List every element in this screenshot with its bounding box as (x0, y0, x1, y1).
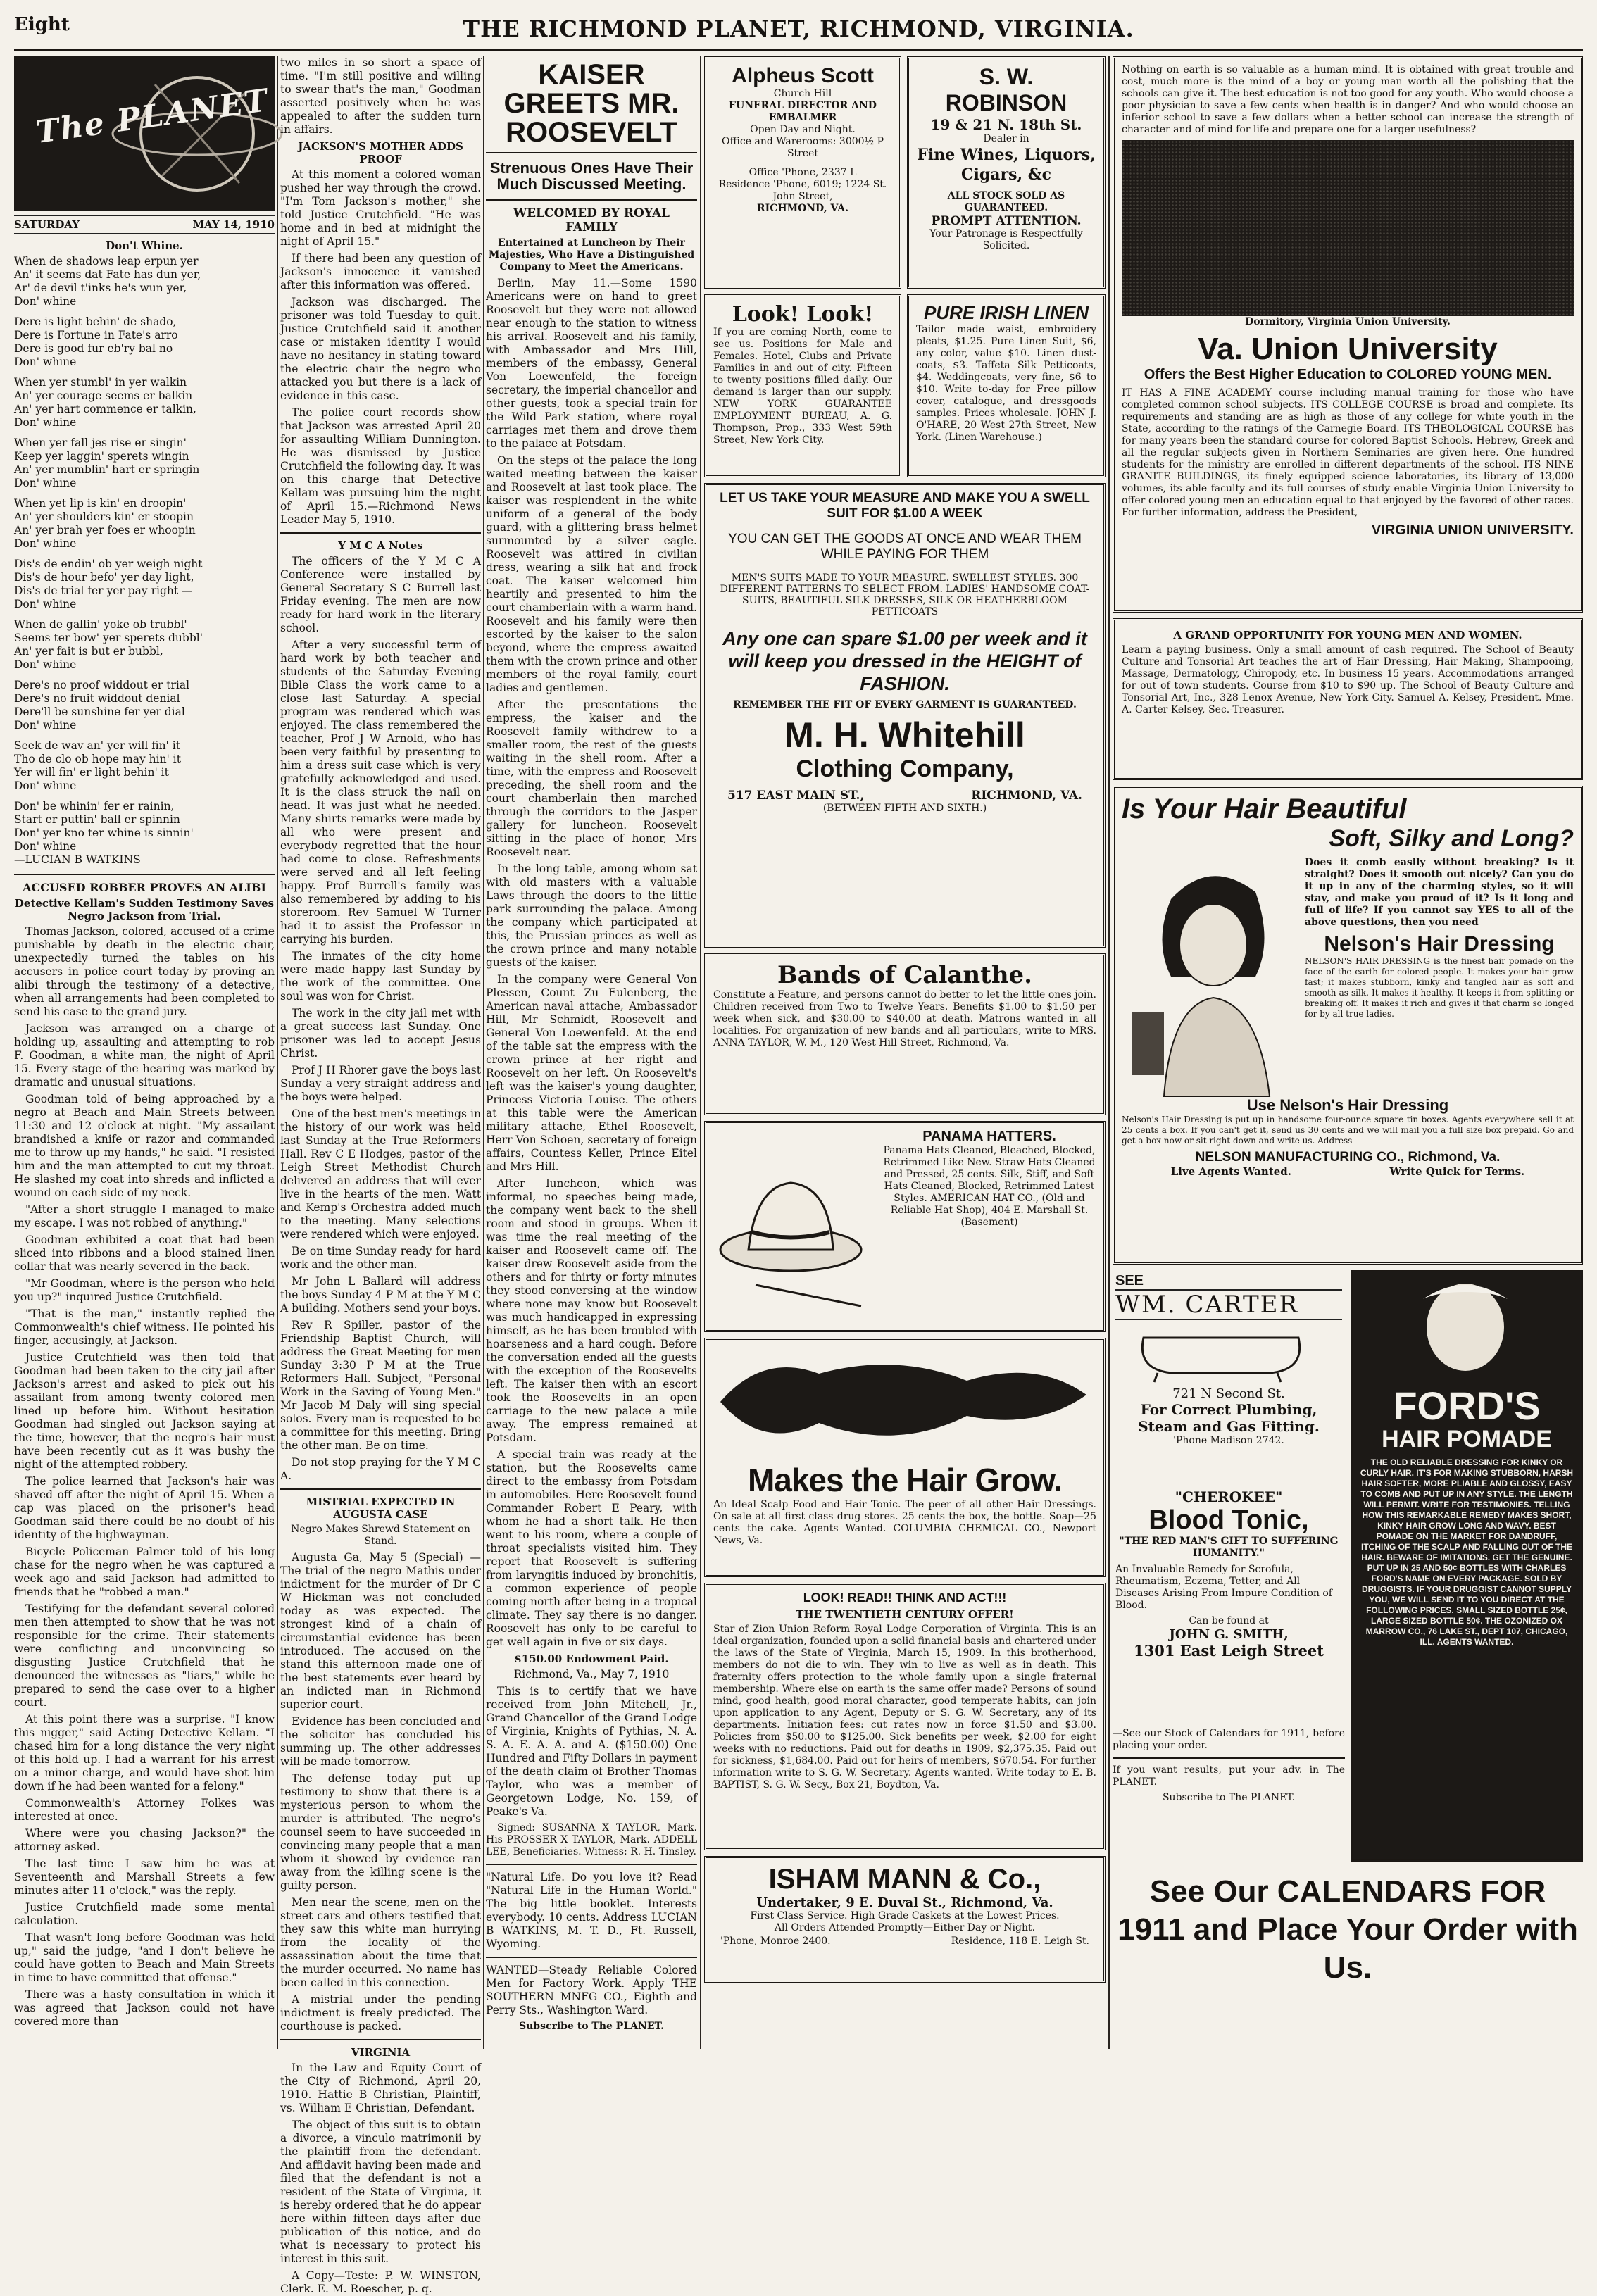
story-paragraph: Testifying for the defendant several colored men then attempted to show that he was not responsible for the crime. Their statements were conflicting and unconvincing so disgusting Justice Crutchfield that he denounced the witnesses as "liars," while he prepared to send the case over to a higher court. (14, 1602, 275, 1709)
column-rule (483, 56, 484, 2049)
story-paragraph: The work in the city jail met with a great success last Sunday. One prisoner was led to accept Jesus Christ. (280, 1007, 481, 1060)
story-paragraph: The officers of the Y M C A Conference were installed by General Secretary S C Burrell last Friday evening. The men are now ready for hard work in the literary school. (280, 555, 481, 634)
story-paragraph: The inmates of the city home were made happy last Sunday by the work of the committee. One soul was won for Christ. (280, 950, 481, 1003)
story-paragraph: That wasn't long before Goodman was held up," said the judge, "and I don't believe he could have gotten to Beach and Main Streets in time to have committed that offense." (14, 1931, 275, 1984)
mistrial-headline: MISTRIAL EXPECTED IN AUGUSTA CASE (306, 1495, 456, 1521)
column-2 (280, 56, 481, 2295)
page-number: Eight (14, 14, 70, 35)
story-paragraph: There was a hasty consultation in which it was agreed that Jackson could not have covered more than (14, 1988, 275, 2028)
ad-beauty-culture: A GRAND OPPORTUNITY FOR YOUNG MEN AND WOMEN. Learn a paying business. Only a small amount of cash required. The School of Beauty Culture and Tonsorial Art teaches the art of Hair Dressing, Hair Making, Shampooing, Massage, Dermatology, Chiropody, etc. In business 15 years. Accommodations arranged for out of town students. Course from $10 to $90 up. The School of Beauty Culture and Tonsorial Art, Inc., 328 Lenox Avenue, New York City. Samuel A. Kelsey, President. Mme. A. Carter Kelsey, Sec.-Treasurer. (1113, 618, 1583, 780)
story-paragraph: "After a short struggle I managed to make my escape. I was not robbed of anything." (14, 1203, 275, 1229)
story-paragraph: Where were you chasing Jackson?" the attorney asked. (14, 1827, 275, 1853)
ad-panama-hatters: PANAMA HATTERS. Panama Hats Cleaned, Bleached, Blocked, Retrimmed Like New. Straw Hats Cleaned and Pressed, 25 cents. Silk, Stiff, and Soft Hats Cleaned, Blocked, Retrimmed Latest Styles. AMERICAN HAT CO., (Old and Reliable Hat Shop), 404 E. Marshall St. (Basement) (704, 1121, 1106, 1332)
story-body (14, 925, 275, 2028)
poem-stanza: Seek de wav an' yer will fin' it Tho de clo ob hope may hin' it Yer will fin' er light behin' it Don' whine (14, 739, 181, 792)
masthead (14, 10, 1583, 51)
poem-stanza: Dere's no proof widdout er trial Dere's no fruit widdout denial Dere'll be sunshine fer yer dial Don' whine (14, 679, 190, 732)
story-paragraph: Evidence has been concluded and the solicitor has concluded his summing up. The other addresses will be made tomorrow. (280, 1715, 481, 1768)
story-paragraph: A mistrial under the pending indictment is freely predicted. The courthouse is packed. (280, 1993, 481, 2033)
panama-hat-icon (713, 1144, 868, 1313)
classified-wanted: WANTED—Steady Reliable Colored Men for Factory Work. Apply THE SOUTHERN MNFG CO., Eighth and Perry Sts., Washington Ward. (486, 1964, 697, 2017)
poem-stanza: When de shadows leap erpun yer An' it seems dat Fate has dun yer, Ar' de devil t'inks he's wun yer, Don' whine (14, 255, 201, 308)
story-paragraph: If there had been any question of Jackson's innocence it vanished after this information was offered. (280, 252, 481, 291)
ad-look-look: Look! Look! If you are coming North, come to see us. Positions for Male and Females. Hotel, Clubs and Private Families in and out of city. Fifteen to twenty positions filled daily. Our demand is larger than our supply. NEW YORK GUARANTEE EMPLOYMENT BUREAU, A. G. Thompson, Prop., 333 West 59th Street, New York City. (704, 294, 901, 477)
poem-stanza: When yer fall jes rise er singin' Keep yer laggin' sperets wingin An' yer mumblin' hart er springin Don' whine (14, 437, 200, 489)
ymca-headline: Y M C A Notes (338, 539, 423, 552)
story-paragraph: Justice Crutchfield made some mental calculation. (14, 1901, 275, 1927)
story-paragraph: After the presentations the empress, the kaiser and the Roosevelt family withdrew to a smaller room, the rest of the guests waiting in the shell room. After a time, with the empress and Roosevelt preceding, the shell room and the court chamberlain then marched through the corridors to the Jasper gallery for luncheon. Roosevelt sitting in the place of honor, Mrs Roosevelt near. (486, 698, 697, 859)
story-paragraph: In the Law and Equity Court of the City of Richmond, April 20, 1910. Hattie B Christian, Plaintiff, vs. William E Christian, Defendant. (280, 2062, 481, 2114)
ad-cherokee-blood-tonic: "CHEROKEE" Blood Tonic, "THE RED MAN'S GIFT TO SUFFERING HUMANITY." An Invaluable Remedy for Scrofula, Rheumatism, Eczema, Tetter, and All Diseases Arising From Impure Condition of Blood. Can be found at JOHN G. SMITH, 1301 East Leigh Street (1113, 1486, 1345, 1718)
story-paragraph: Prof J H Rhorer gave the boys last Sunday a very straight address and the boys were helped. (280, 1064, 481, 1103)
logo-text: The PLANET (34, 82, 271, 151)
bathtub-icon (1115, 1320, 1327, 1384)
mother-headline: JACKSON'S MOTHER ADDS PROOF (298, 140, 463, 165)
story-subhead: Detective Kellam's Sudden Testimony Saves Negro Jackson from Trial. (14, 897, 275, 922)
ad-title: A GRAND OPPORTUNITY FOR YOUNG MEN AND WOMEN. (1173, 629, 1522, 641)
poem-stanza: When yer stumbl' in yer walkin An' yer courage seems er balkin An' yer hart commence er talkin, Don' whine (14, 376, 196, 429)
subscribe-note: Subscribe to The PLANET. (1162, 1792, 1296, 1803)
left-ad-stack (1113, 1270, 1345, 1918)
poem (14, 255, 275, 867)
calendar-note: —See our Stock of Calendars for 1911, before placing your order. (1113, 1728, 1345, 1751)
story-paragraph: The police court records show that Jackson was arrested April 20 for assaulting William Dunnington. He was dismissed by Justice Crutchfield the following day. It was on this charge that Detective Kellam was pursuing him the night of April 15.—Richmond News Leader May 5, 1910. (280, 406, 481, 526)
kaiser-subhead-3: Entertained at Luncheon by Their Majesties, Who Have a Distinguished Company to Meet the Americans. (488, 237, 695, 273)
story-paragraph: After luncheon, which was informal, no speeches being made, the company went back to the shell room and stood in groups. When it was time the real meeting of the kaiser and Roosevelt came off. The kaiser drew Roosevelt aside from the others and for thirty or forty minutes they stood conversing at the window where none may know but Roosevelt was much handicapped in expressing himself, as he has been troubled with hoarseness and a hard cough. Before the conversation ended all the guests with the exception of the Roosevelts left. The kaiser then with an escort took the Roosevelts in an open carriage to the new palace a mile away. The empress remained at Potsdam. (486, 1177, 697, 1445)
ad-title: M. H. Whitehill (784, 715, 1025, 755)
column-rule (700, 56, 701, 2049)
story-paragraph: At this moment a colored woman pushed her way through the crowd. "I'm Tom Jackson's mother," she told Justice Crutchfield. "He was home and in bed at midnight the night of April 15." (280, 168, 481, 248)
mistrial-subhead: Negro Makes Shrewd Statement on Stand. (291, 1524, 470, 1547)
story-paragraph: Be on time Sunday ready for hard work and the other man. (280, 1245, 481, 1271)
story-paragraph: Commonwealth's Attorney Folkes was interested at once. (14, 1797, 275, 1823)
story-paragraph: Jackson was discharged. The prisoner was told Tuesday to quit. Justice Crutchfield said it another case or mistaken identity I would have no hesitancy in stating toward the electric chair the negro who attacked you but there is a lack of evidence in this case. (280, 296, 481, 402)
kaiser-headline: KAISER GREETS MR. ROOSEVELT (503, 59, 679, 148)
woman-portrait-icon (1360, 1278, 1571, 1384)
column-rule (277, 56, 278, 2049)
ad-star-of-zion: LOOK! READ!! THINK AND ACT!!! THE TWENTIETH CENTURY OFFER! Star of Zion Union Reform Royal Lodge Corporation of Virginia. This is an ideal organization, founded upon a solid financial basis and chartered under the laws of the State of Virginia, March 15, 1909. In this brotherhood, members do not die to win. They win to live as well as in death. This fraternity offers protection to the whole family upon a single fraternal membership. Where else on earth is the same offer made? Persons of sound mind, good health, good moral character, good temperate habits, can join upon application to any Agent, Deputy or S. G. W. Secretary, any of its departments. Initiation fees: cut rates now in force $1.50 and $3.00. Policies from $50.00 to $125.00. Sick benefits per week, $2.00 for eight weeks with no reductions. Paid out for deaths in 1909, $2,375.35. Paid out for sickness, $1,684.00. Paid out for heirs of members, $670.54. For further information write to S. G. W. Secretary. Agents wanted. Write today to E. B. BAPTIST, S. G. W. Secy., Box 21, Boydton, Va. (704, 1583, 1106, 1850)
story-paragraph: Rev R Spiller, pastor of the Friendship Baptist Church, will address the Great Meeting for men Sunday 3:30 P M at the True Reformers Hall. Subject, "Personal Work in the Saving of Young Men." Mr Jacob M Daly will sing special solos. Every man is requested to be a committee for this meeting. Bring the other man. Be on time. (280, 1319, 481, 1452)
ad-title: WM. CARTER (1115, 1289, 1342, 1320)
ad-title: FORD'S (1393, 1384, 1541, 1428)
ad-title: Look! Look! (732, 302, 874, 327)
story-paragraph: Men near the scene, men on the street cars and others testified that they saw this white man hurrying from the locality of the assassination about the time that the murder occurred. No name has been called in this connection. (280, 1896, 481, 1989)
ad-sw-robinson: S. W. ROBINSON 19 & 21 N. 18th St. Dealer in Fine Wines, Liquors, Cigars, &c ALL STOCK SOLD AS GUARANTEED. PROMPT ATTENTION. Your Patronage is Respectfully Solicited. (907, 56, 1106, 289)
ad-title: Blood Tonic, (1148, 1505, 1309, 1535)
ad-title: Va. Union University (1198, 332, 1498, 366)
dateline-day: SATURDAY (14, 218, 80, 231)
column-1 (14, 56, 275, 2049)
subscribe-note: Subscribe to The PLANET. (519, 2021, 664, 2033)
dateline (14, 215, 275, 234)
story-paragraph: On the steps of the palace the long waited meeting between the kaiser and Roosevelt at last took place. The kaiser was resplendent in the white uniform of a general of the body guard, with a glittering brass helmet surmounted by a silver eagle. Roosevelt was attired in civilian dress, wearing a silk hat and frock coat. The kaiser welcomed him heartily and presented to him the court chamberlain with a warm hand. Roosevelt and his family were then escorted by the kaiser to the salon beyond, where the empress awaited them with the crown prince and other members of the royal family, court ladies and gentlemen. (486, 454, 697, 695)
story-paragraph: "Mr Goodman, where is the person who held you up?" inquired Justice Crutchfield. (14, 1277, 275, 1303)
column-3 (486, 56, 697, 2049)
ad-virginia-union: Nothing on earth is so valuable as a human mind. It is obtained with great trouble and cost, much more is the mind of a boy or young man worth all the polishing that the schools can give it. The best education is not too good for any youth. Who would choose a poor physician to save a few cents when health is in danger? And who would choose an inferior school to save a few dollars when a better school can increase the strength of character and of mind for life and prepare one for a larger usefulness? Dormitory, Virginia Union University. Va. Union University Offers the Best Higher Education to COLORED YOUNG MEN. IT HAS A FINE ACADEMY course including manual training for those who have completed common school subjects. ITS COLLEGE COURSE is broad and complete. Its requirements and standing are as high as those of any college for white youth in the State, according to the ratings of the Carnegie Board. ITS THEOLOGICAL COURSE has for many years been the standard course for colored Baptist Schools. Hebrew, Greek and all the regular subjects given in Northern Seminaries are given here. One hundred students for the ministry are enrolled in different departments of the school. ITS NINE GRANITE BUILDINGS, its finely equipped science laboratories, its library of 13,000 volumes, its able faculty and its full courses of study enable Virginia Union University to offer colored young men an education equal to that enjoyed by the favored of other races. For further information, address the President, VIRGINIA UNION UNIVERSITY. (1113, 56, 1583, 613)
column-rule (1108, 56, 1110, 2049)
story-paragraph: Berlin, May 11.—Some 1590 Americans were on hand to greet Roosevelt but they were not allowed near enough to the station to witness his arrival. Roosevelt and his family, with Ambassador and Mrs Hill, members of the embassy, General Von Loewenfeld, the foreign secretary, the imperial chancellor and other guests, took a special train for the Wild Park station, where royal carriages met them and drove them to the palace at Potsdam. (486, 277, 697, 451)
ad-bands-of-calanthe: Bands of Calanthe. Constitute a Feature, and persons cannot do better to let the little ones join. Children received from Two to Twelve Years. Benefits $1.00 to $1.50 per week when sick, and $30.00 to $40.00 at death. Matrons wanted in all localities. For organization of new bands and all particulars, write to MRS. ANNA TAYLOR, W. M., 120 West Hill Street, Richmond, Va. (704, 953, 1106, 1115)
ad-title: Makes the Hair Grow. (747, 1462, 1063, 1498)
ad-fords-hair-pomade: FORD'S HAIR POMADE THE OLD RELIABLE DRESSING FOR KINKY OR CURLY HAIR. IT'S FOR MAKING STUBBORN, HARSH HAIR SOFTER, MORE PLIABLE AND GLOSSY, EASY TO COMB AND PUT UP IN ANY STYLE. THE LENGTH WILL PERMIT. WRITE FOR TESTIMONIES. TELLING HOW THIS REMARKABLE REMEDY MAKES SHORT, KINKY HAIR GROW LONG AND WAVY. BEST POMADE ON THE MARKET FOR DANDRUFF, ITCHING OF THE SCALP AND FALLING OUT OF THE HAIR. BEWARE OF IMITATIONS. GET THE GENUINE. PUT UP IN 25 AND 50¢ BOTTLES WITH CHARLES FORD'S NAME ON EVERY PACKAGE. SOLD BY DRUGGISTS. IF YOUR DRUGGIST CANNOT SUPPLY YOU, WE WILL SEND IT TO YOU DIRECT AT THE FOLLOWING PRICES. SMALL SIZED BOTTLE 25¢, LARGE SIZED BOTTLE 50¢. THE OZONIZED OX MARROW CO., 76 LAKE ST., DEPT 107, CHICAGO, ILL. AGENTS WANTED. (1351, 1270, 1583, 1862)
story-paragraph: Augusta Ga, May 5 (Special) — The trial of the negro Mathis under indictment for the murder of Dr C W Hickman was not concluded today as was expected. The strongest kind of a chain of circumstantial evidence has been introduced. The accused on the stand this afternoon made one of the best statements ever heard by an indicted man in Richmond superior court. (280, 1551, 481, 1711)
poem-stanza: When yet lip is kin' en droopin' An' yer shoulders kin' er stoopin An' yer brah yer foes er whoopin Don' whine (14, 497, 196, 550)
story-paragraph: At this point there was a surprise. "I know this nigger," said Acting Detective Kellam. "I chased him for a long distance the very night of this hold up. I had a warrant for his arrest on a minor charge, and would have shot him down if he had been wanted for a felony." (14, 1713, 275, 1793)
results-note: If you want results, put your adv. in The PLANET. (1113, 1764, 1345, 1788)
planet-logo (14, 56, 275, 211)
dormitory-photo (1122, 140, 1574, 316)
column-4-ads (704, 56, 1106, 2049)
column-5 (1113, 56, 1583, 2049)
virginia-headline: VIRGINIA (351, 2046, 411, 2059)
ad-title: PURE IRISH LINEN (923, 302, 1089, 323)
ad-isham-mann: ISHAM MANN & Co., Undertaker, 9 E. Duval St., Richmond, Va. First Class Service. High Grade Caskets at the Lowest Prices. All Orders Attended Promptly—Either Day or Night. 'Phone, Monroe 2400. Residence, 118 E. Leigh St. (704, 1856, 1106, 1983)
ad-whitehill: LET US TAKE YOUR MEASURE AND MAKE YOU A SWELL SUIT FOR $1.00 A WEEK YOU CAN GET THE GOODS AT ONCE AND WEAR THEM WHILE PAYING FOR THEM MEN'S SUITS MADE TO YOUR MEASURE. SWELLEST STYLES. 300 DIFFERENT PATTERNS TO SELECT FROM. LADIES' HANDSOME COAT-SUITS, BEAUTIFUL SILK DRESSES, SILK OR HEATHERBLOOM PETTICOATS Any one can spare $1.00 per week and it will keep you dressed in the HEIGHT of FASHION. REMEMBER THE FIT OF EVERY GARMENT IS GUARANTEED. M. H. Whitehill Clothing Company, 517 EAST MAIN ST., RICHMOND, VA. (BETWEEN FIFTH AND SIXTH.) (704, 483, 1106, 948)
endowment-head: $150.00 Endowment Paid. (514, 1652, 669, 1666)
endowment-body: This is to certify that we have received from John Mitchell, Jr., Grand Chancellor of the Grand Lodge of Virginia, Knights of Pythias, N. A. S. A. E. A. A. and A. ($150.00) One Hundred and Fifty Dollars in payment of the death claim of Brother Thomas Taylor, who was a member of Georgetown Lodge, No. 159, of Peake's Va. (486, 1685, 697, 1819)
story-paragraph: "That is the man," instantly replied the Commonwealth's chief witness. He pointed his finger, accusingly, at Jackson. (14, 1307, 275, 1347)
ad-nelson-hair-dressing: Is Your Hair Beautiful Soft, Silky and Long? Does it comb easily without breaking? Is it straight? Does it smooth out nicely? Can you do it up in any of the charming styles, so it will stay, and make you proud of it? Is it long and full of life? If you cannot say YES to all of the above questions, then you need Nelson's Hair Dressing NELSON'S HAIR DRESSING is the finest hair pomade on the face of the earth for colored people. It makes your hair grow fast; it makes stubborn, kinky and tangled hair as soft and smooth as silk. It makes it healthy. It keeps it from splitting or breaking off. It makes it rich and gives it that charm so longed for by all true ladies. Use Nelson's Hair Dressing Nelson's Hair Dressing is put up in handsome four-ounce square tin boxes. Agents everywhere sell it at 25 cents a box. If you can't get it, send us 30 cents and we will mail you a full size box prepaid. Go and get a box now or sit right down and write us. Address NELSON MANUFACTURING CO., Richmond, Va. Live Agents Wanted. Write Quick for Terms. (1113, 786, 1583, 1265)
endowment-date: Richmond, Va., May 7, 1910 (513, 1668, 670, 1681)
story-paragraph: After a very successful term of hard work by both teacher and students of the Saturday Evening Bible Class the work came to a close last Saturday. A special program was rendered which was enjoyed. The class remembered the teacher, Prof J W Arnold, who has been very faithful by presenting to him a dress suit case which is very gratefully acknowledged and used. It is the class struck the nail on head. It was just what he needed. Many shirts remarks were made by all who were present and everybody regretted that the hour had come to close. Refreshments were served and all left feeling happy. Prof Burrell's family was also remembered by adding to his storeroom. Rev Samuel W Turner had it to assist the Professor in carrying his burden. (280, 639, 481, 946)
story-paragraph: Bicycle Policeman Palmer told of his long chase for the negro when he was captured a week ago and said Jackson had admitted to friends that he "robbed a man." (14, 1545, 275, 1598)
poem-title: Don't Whine. (106, 239, 183, 252)
poem-stanza: Don' be whinin' fer er rainin, Start er puttin' ball er spinnin Don' yer kno ter whine is sinnin' Don' whine —LUCIAN B WATKINS (14, 800, 194, 866)
ad-title: LOOK! READ!! THINK AND ACT!!! (803, 1591, 1007, 1605)
calendars-banner: See Our CALENDARS FOR 1911 and Place Your Order with Us. (1117, 1874, 1578, 1985)
woman-portrait-icon (1122, 857, 1298, 1096)
ad-title: Alpheus Scott (732, 64, 874, 87)
story-paragraph: The defense today put up testimony to show that there is a mysterious person to whom the murder is attributed. The negro's counsel seem to have succeeded in convincing many people that a man whom it showed by evidence ran away from the killing scene is the guilty person. (280, 1772, 481, 1892)
ad-title: Is Your Hair Beautiful (1122, 793, 1407, 824)
kaiser-subhead: Strenuous Ones Have Their Much Discussed Meeting. (489, 159, 694, 193)
ad-alpheus-scott: Alpheus Scott Church Hill FUNERAL DIRECTOR AND EMBALMER Open Day and Night. Office and Warerooms: 3000½ P Street Office 'Phone, 2337 L Residence 'Phone, 6019; 1224 St. John Street, RICHMOND, VA. (704, 56, 901, 289)
ad-wm-carter: SEE WM. CARTER 721 N Second St. For Correct Plumbing, Steam and Gas Fitting. 'Phone Madison 2742. (1113, 1270, 1345, 1481)
story-paragraph: In the company were General Von Plessen, Count Zu Eulenberg, the American naval attache, Ambassador Hill, Mr Schmidt, Roosevelt and General Von Loewenfeld. At the end of the table sat the empress with the crown prince at her right and Roosevelt on her left. On Roosevelt's left was the kaiser's young daughter, Princess Victoria Louise. The others at this table were the American military attache, Ethel Roosevelt, Herr Von Schoen, secretary of foreign affairs, Countess Keller, Prince Eitel and Mrs Hill. (486, 973, 697, 1174)
classified-natural-life: "Natural Life. Do you love it? Read "Natural Life in the Human World." The big little booklet. Interests everybody. 10 cents. Address LUCIAN B WATKINS, M. T. D., Ft. Russell, Wyoming. (486, 1871, 697, 1951)
ad-title: Bands of Calanthe. (777, 961, 1033, 989)
poem-stanza: Dis's de endin' ob yer weigh night Dis's de hour befo' yer day light, Dis's de trial fer yer pay right — Don' whine (14, 558, 203, 610)
ad-title: ISHAM MANN & Co., (768, 1864, 1041, 1895)
story-paragraph: Justice Crutchfield was then told that Goodman had been taken to the city jail after Jackson's arrest and asked to pick out his assailant from among twenty colored men lined up before him. Without hesitation Goodman had singled out Jackson saying at the time, however, that the negro's hair must have been recently cut as it was bushy the night of the attempted robbery. (14, 1351, 275, 1471)
story-paragraph: Thomas Jackson, colored, accused of a crime punishable by death in the electric chair, unexpectedly turned the tables on his accusers in police court today by proving an alibi through the testimony of a detective, when all arrangements had been completed to send his case to the grand jury. (14, 925, 275, 1018)
poem-stanza: When de gallin' yoke ob trubbl' Seems ter bow' yer sperets dubbl' An' yer fait is but er bubbl, Don' whine (14, 618, 203, 671)
story-paragraph: One of the best men's meetings in the history of our work was held last Sunday at the True Reformers Hall. Rev C E Hodges, pastor of the Leigh Street Methodist Church delivered an address that will ever live in the hearts of the men. Watt and Kemp's Orchestra added much to the meeting. Many selections were rendered which were enjoyed. (280, 1108, 481, 1241)
ad-makes-hair-grow: Makes the Hair Grow. An Ideal Scalp Food and Hair Tonic. The peer of all other Hair Dressings. On sale at all first class drug stores. 25 cents the box, the bottle. Soap—25 cents the cake. Agents Wanted. COLUMBIA CHEMICAL CO., Newport News, Va. (704, 1338, 1106, 1577)
story-paragraph: Goodman told of being approached by a negro at Beach and Main Streets between 11:30 and 12 o'clock at night. "My assailant brandished a knife or razor and commanded me to throw up my hands," he said. "I resisted him and the man attempted to cut my throat. He slashed my coat into shreds and inflicted a wound on each side of my neck. (14, 1093, 275, 1199)
story-paragraph: Goodman exhibited a coat that had been sliced into ribbons and a blood stained linen collar that was nearly severed in the back. (14, 1234, 275, 1273)
dateline-date: MAY 14, 1910 (192, 218, 275, 231)
story-paragraph: Mr John L Ballard will address the boys Sunday 4 P M at the Y M C A building. Mothers send your boys. (280, 1275, 481, 1315)
story-paragraph: In the long table, among whom sat with old masters with a valuable Laws through the doors to the little park surrounding the palace. Among the company which participated at this, the Prussian princes as well as the crown prince and many notable guests of the kaiser. (486, 862, 697, 970)
endowment-signatures: Signed: SUSANNA X TAYLOR, Mark. His PROSSER X TAYLOR, Mark. ADDELL LEE, Beneficiaries. Witness: R. H. Tinsley. (486, 1822, 697, 1858)
story-paragraph: A special train was ready at the station, but the Roosevelts came direct to the embassy from Potsdam in automobiles. Here Roosevelt found Commander Robert E Peary, with whom he had a short talk. He then went to his room, where a couple of throat specialists visited him. They report that Roosevelt is suffering from laryngitis induced by bronchitis, a common experience of people coming north after being in a tropical climate. They say there is no danger. Roosevelt has only to be careful to get well again in five or six days. (486, 1448, 697, 1649)
story-paragraph: Do not stop praying for the Y M C A. (280, 1456, 481, 1482)
story-paragraph: Jackson was arranged on a charge of holding up, assaulting and attempting to rob F. Goodman, a white man, the night of April 15. Every stage of the hearing was marked by dramatic and unusual situations. (14, 1022, 275, 1089)
story-headline: ACCUSED ROBBER PROVES AN ALIBI (23, 881, 266, 894)
story-paragraph: The police learned that Jackson's hair was shaved off after the night of April 15. When a cap was placed on the prisoner's head Goodman said there could be no doubt of his identity of the highwayman. (14, 1475, 275, 1541)
story-paragraph: A Copy—Teste: P. W. WINSTON, Clerk. E. M. Roescher, p. q. (280, 2269, 481, 2295)
story-paragraph: two miles in so short a space of time. "I'm still positive and willing to swear that's the man," Goodman asserted positively when he was appealed to after the sudden turn in affairs. (280, 56, 481, 136)
kaiser-subhead-2: WELCOMED BY ROYAL FAMILY (513, 206, 670, 235)
story-paragraph: The last time I saw him he was at Seventeenth and Marshall Streets a few minutes after 11 o'clock," was the reply. (14, 1857, 275, 1897)
ad-title: PANAMA HATTERS. (922, 1129, 1056, 1144)
poem-stanza: Dere is light behin' de shado, Dere is Fortune in Fate's arro Dere is good fur eb'ry bal no Don' whine (14, 315, 178, 368)
hair-braid-icon (713, 1345, 1094, 1458)
ad-irish-linen: PURE IRISH LINEN Tailor made waist, embroidery pleats, $1.25. Pure Linen Suit, $6, any color, value $10. Linen dust-coats, $3. Taffeta Silk Petticoats, $4. Weddingcoats, very fine, $6 to $10. Write to-day for Free pillow cover, catalogue, and dressgoods samples. Prices wholesale. JOHN J. O'HARE, 20 West 27th Street, New York. (Linen Warehouse.) (907, 294, 1106, 477)
story-paragraph: The object of this suit is to obtain a divorce, a vinculo matrimonii by the plaintiff from the defendant. And affidavit having been made and filed that the defendant is not a resident of the State of Virginia, it is hereby ordered that he do appear here within fifteen days after due publication of this notice, and do what is necessary to protect his interest in this suit. (280, 2119, 481, 2265)
paper-title: THE RICHMOND PLANET, RICHMOND, VIRGINIA. (463, 15, 1134, 42)
ad-title: S. W. ROBINSON (945, 64, 1067, 115)
